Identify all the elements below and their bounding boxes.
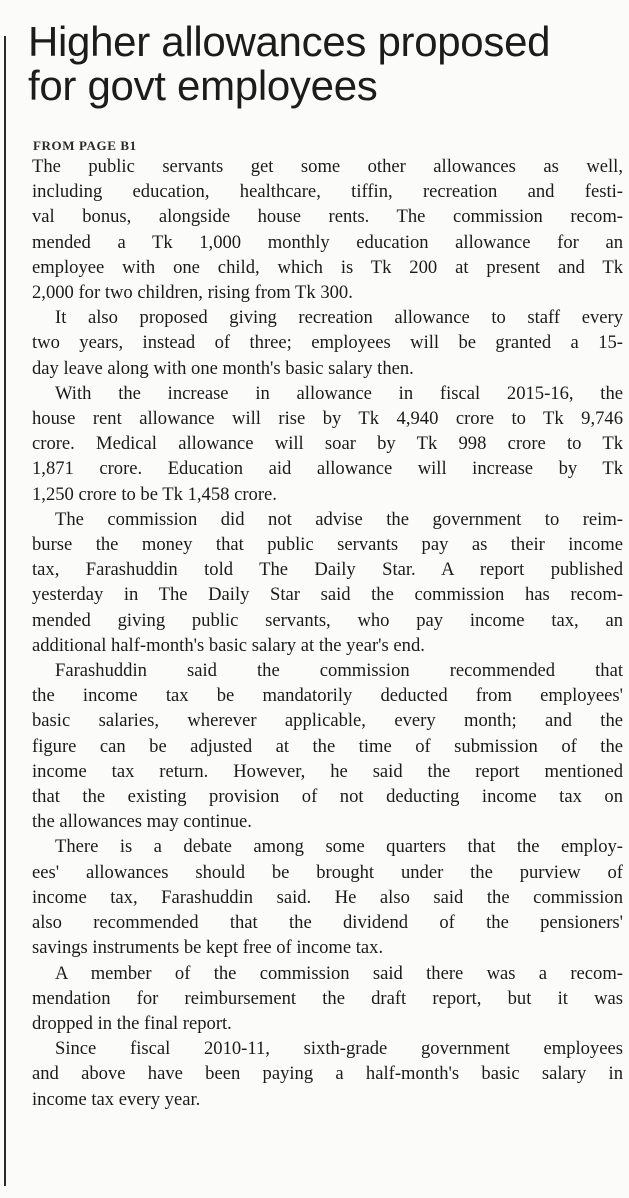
text-line: tax, Farashuddin told The Daily Star. A report published xyxy=(32,559,623,581)
text-line: crore. Medical allowance will soar by Tk 998 crore to Tk xyxy=(32,433,623,455)
text-line: The public servants get some other allowances as well, xyxy=(32,156,623,177)
headline-line: for govt employees xyxy=(28,62,378,109)
text-line: 2,000 for two children, rising from Tk 300. xyxy=(32,282,353,304)
paragraph xyxy=(32,154,623,305)
text-line: 1,250 crore to be Tk 1,458 crore. xyxy=(32,483,277,505)
text-line: income tax return. However, he said the report mentioned xyxy=(32,760,623,782)
paragraph xyxy=(32,658,623,834)
text-line: There is a debate among some quarters that the employ- xyxy=(55,836,623,858)
text-line: Farashuddin said the commission recommended that xyxy=(55,660,623,682)
text-line: mended giving public servants, who pay income tax, an xyxy=(32,609,623,631)
text-line: 1,871 crore. Education aid allowance will increase by Tk xyxy=(32,458,623,480)
text-line: that the existing provision of not deducting income tax on xyxy=(32,786,623,808)
text-line: savings instruments be kept free of income tax. xyxy=(32,937,384,959)
text-line: figure can be adjusted at the time of submission of the xyxy=(32,735,623,757)
text-line: employee with one child, which is Tk 200 at present and Tk xyxy=(32,256,623,278)
text-line: the income tax be mandatorily deducted from employees' xyxy=(32,685,623,707)
text-line: day leave along with one month's basic salary then. xyxy=(32,357,414,379)
text-line: dropped in the final report. xyxy=(32,1012,232,1034)
text-line: A member of the commission said there was a recom- xyxy=(55,962,623,984)
text-line: income tax, Farashuddin said. He also said the commission xyxy=(32,886,623,908)
paragraph xyxy=(32,507,623,658)
text-line: basic salaries, wherever applicable, every month; and the xyxy=(32,710,623,732)
continuation-label: FROM PAGE B1 xyxy=(33,138,137,153)
text-line: With the increase in allowance in fiscal 2015-16, the xyxy=(55,382,623,404)
paragraph xyxy=(32,961,623,1037)
text-line: mendation for reimbursement the draft report, but it was xyxy=(32,987,623,1009)
text-line: and above have been paying a half-month's basic salary in xyxy=(32,1063,623,1085)
text-line: two years, instead of three; employees will be granted a 15- xyxy=(32,332,623,354)
text-line: Since fiscal 2010-11, sixth-grade government employees xyxy=(55,1038,623,1060)
paragraph xyxy=(32,381,623,507)
paragraph xyxy=(32,1036,623,1112)
text-line: also recommended that the dividend of the pensioners' xyxy=(32,912,623,934)
text-line: income tax every year. xyxy=(32,1088,201,1110)
text-line: burse the money that public servants pay as their income xyxy=(32,534,623,556)
headline xyxy=(28,20,618,108)
text-line: The commission did not advise the government to reim- xyxy=(55,508,623,530)
text-line: mended a Tk 1,000 monthly education allowance for an xyxy=(32,231,623,253)
text-line: yesterday in The Daily Star said the commission has recom- xyxy=(32,584,623,606)
paragraph xyxy=(32,305,623,381)
text-line: house rent allowance will rise by Tk 4,940 crore to Tk 9,746 xyxy=(32,408,623,430)
paragraph xyxy=(32,834,623,960)
text-line: ees' allowances should be brought under the purview of xyxy=(32,861,623,883)
text-line: the allowances may continue. xyxy=(32,811,252,833)
column-rule xyxy=(4,36,6,1186)
text-line: It also proposed giving recreation allowance to staff every xyxy=(55,307,623,329)
text-line: including education, healthcare, tiffin, recreation and festi- xyxy=(32,181,623,203)
headline-line: Higher allowances proposed xyxy=(28,18,551,65)
article-body xyxy=(32,154,623,1112)
text-line: val bonus, alongside house rents. The commission recom- xyxy=(32,206,623,228)
text-line: additional half-month's basic salary at the year's end. xyxy=(32,634,425,656)
